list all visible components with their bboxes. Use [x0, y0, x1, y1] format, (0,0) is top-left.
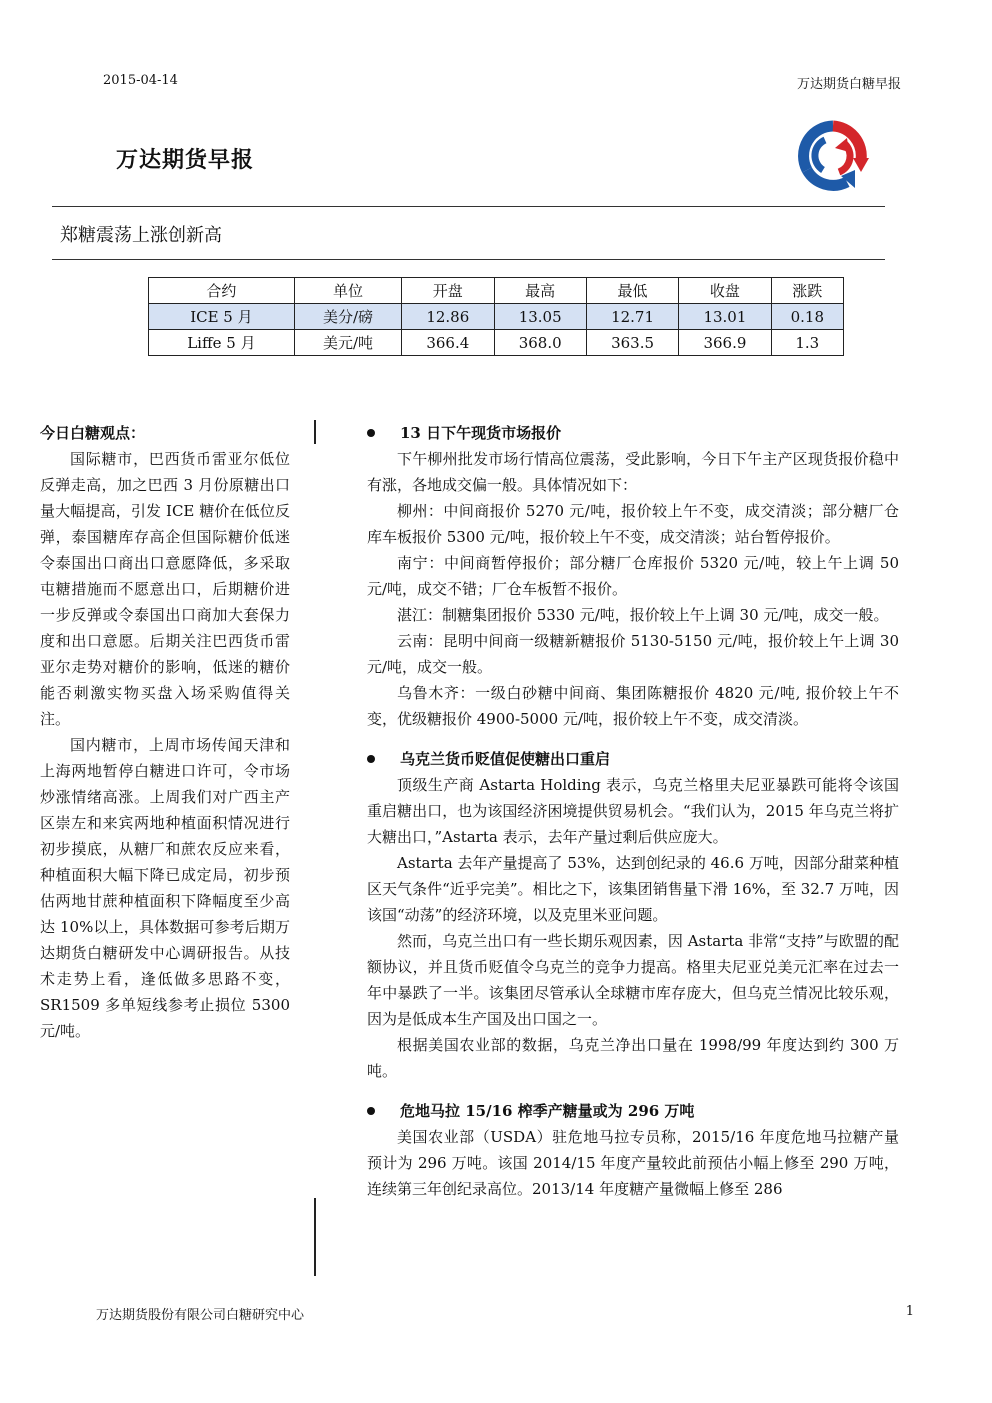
header-report-name: 万达期货白糖早报 — [796, 77, 901, 92]
left-paragraph: 国际糖市，巴西货币雷亚尔低位反弹走高，加之巴西 3 月份原糖出口量大幅提高，引发 ICE 糖价在低位反弹，泰国糖库存高企但国际糖价低迷令泰国出口商出口意愿降低，多采取屯糖措施而不愿意出口，后期糖价进一步反弹或令泰国出口商加大套保力度和出口意愿。后期关注巴西货币雷亚尔走势对糖价的影响，低迷的糖价能否刺激实物买盘入场采购值得关注。 — [40, 450, 290, 728]
left-paragraph: 国内糖市，上周市场传闻天津和上海两地暂停白糖进口许可，令市场炒涨情绪高涨。上周我们对广西主产区崇左和来宾两地种植面积情况进行初步摸底，从糖厂和蔗农反应来看，种植面积大幅下降已成定局，初步预估两地甘蔗种植面积下降幅度至少高达 10%以上，具体数据可参考后期万达期货白糖研发中心调研报告。从技术走势上看，逢低做多思路不变，SR1509 多单短线参考止损位 5300 元/吨。 — [40, 736, 290, 1040]
table-cell: 366.4 — [402, 330, 494, 356]
table-cell: 1.3 — [771, 330, 843, 356]
headline: 郑糖震荡上涨创新高 — [60, 225, 222, 246]
column-divider-top — [314, 420, 316, 444]
section-paragraph: 美国农业部（USDA）驻危地马拉专员称，2015/16 年度危地马拉糖产量预计为 296 万吨。该国 2014/15 年度产量较此前预估小幅上修至 290 万吨，连续第三年创纪录高位。2013/14 年度糖产量微幅上修至 286 — [367, 1128, 899, 1198]
table-cell: 美分/磅 — [294, 304, 401, 330]
section-paragraph: 南宁：中间商暂停报价；部分糖厂仓库报价 5320 元/吨，较上午上调 50 元/吨，成交不错；厂仓车板暂不报价。 — [367, 554, 899, 598]
table-cell: ICE 5 月 — [149, 304, 295, 330]
table-cell: 368.0 — [494, 330, 586, 356]
section-heading — [367, 746, 899, 772]
table-cell: 13.01 — [679, 304, 771, 330]
table-cell: 0.18 — [771, 304, 843, 330]
quote-table — [148, 277, 844, 356]
page-number: 1 — [905, 1304, 914, 1319]
table-cell: 363.5 — [586, 330, 678, 356]
wanda-futures-logo-icon — [795, 118, 871, 194]
header-date: 2015-04-14 — [103, 73, 178, 88]
table-header-cell: 收盘 — [679, 278, 771, 304]
section-paragraph: 云南：昆明中间商一级糖新糖报价 5130-5150 元/吨，报价较上午上调 30 元/吨，成交一般。 — [367, 632, 899, 676]
news-section — [367, 1098, 899, 1202]
news-section — [367, 420, 899, 732]
table-row — [149, 304, 844, 330]
divider-top — [52, 206, 885, 207]
table-header-cell: 最高 — [494, 278, 586, 304]
table-cell: 12.86 — [402, 304, 494, 330]
table-row — [149, 330, 844, 356]
table-cell: 12.71 — [586, 304, 678, 330]
section-title: 危地马拉 15/16 榨季产糖量或为 296 万吨 — [400, 1102, 695, 1120]
section-paragraph: 顶级生产商 Astarta Holding 表示，乌克兰格里夫尼亚暴跌可能将令该国重启糖出口，也为该国经济困境提供贸易机会。“我们认为，2015 年乌克兰将扩大糖出口，”Astarta 表示，去年产量过剩后供应庞大。 — [367, 776, 899, 846]
section-paragraph: 乌鲁木齐：一级白砂糖中间商、集团陈糖报价 4820 元/吨, 报价较上午不变，优级糖报价 4900-5000 元/吨，报价较上午不变，成交清淡。 — [367, 684, 899, 728]
table-header-cell: 合约 — [149, 278, 295, 304]
section-paragraph: 下午柳州批发市场行情高位震荡，受此影响，今日下午主产区现货报价稳中有涨，各地成交偏一般。具体情况如下： — [367, 450, 899, 494]
table-header-cell: 单位 — [294, 278, 401, 304]
table-header-cell: 最低 — [586, 278, 678, 304]
left-column — [40, 420, 290, 1044]
table-cell: Liffe 5 月 — [149, 330, 295, 356]
table-header-row — [149, 278, 844, 304]
bullet-icon — [367, 429, 375, 437]
table-header-cell: 涨跌 — [771, 278, 843, 304]
footer-company: 万达期货股份有限公司白糖研究中心 — [96, 1308, 305, 1323]
bullet-icon — [367, 755, 375, 763]
section-title: 13 日下午现货市场报价 — [400, 424, 562, 442]
bullet-icon — [367, 1107, 375, 1115]
table-cell: 美元/吨 — [294, 330, 401, 356]
section-paragraph: 然而，乌克兰出口有一些长期乐观因素，因 Astarta 非常“支持”与欧盟的配额协议，并且货币贬值令乌克兰的竞争力提高。格里夫尼亚兑美元汇率在过去一年中暴跌了一半。该集团尽管承认全球糖市库存庞大，但乌克兰情况比较乐观，因为是低成本生产国及出口国之一。 — [367, 932, 899, 1028]
section-heading — [367, 1098, 899, 1124]
right-column — [367, 420, 899, 1216]
table-cell: 13.05 — [494, 304, 586, 330]
section-paragraph: 湛江：制糖集团报价 5330 元/吨，报价较上午上调 30 元/吨，成交一般。 — [397, 606, 889, 624]
table-header-cell: 开盘 — [402, 278, 494, 304]
section-paragraph: 根据美国农业部的数据，乌克兰净出口量在 1998/99 年度达到约 300 万吨。 — [367, 1036, 899, 1080]
section-heading — [367, 420, 899, 446]
left-heading: 今日白糖观点： — [40, 424, 146, 442]
column-divider-bottom — [314, 1198, 316, 1276]
news-section — [367, 746, 899, 1084]
section-paragraph: Astarta 去年产量提高了 53%，达到创纪录的 46.6 万吨，因部分甜菜种植区天气条件“近乎完美”。相比之下，该集团销售量下滑 16%，至 32.7 万吨，因该国“动荡”的经济环境，以及克里米亚问题。 — [367, 854, 899, 924]
section-paragraph: 柳州：中间商报价 5270 元/吨，报价较上午不变，成交清淡；部分糖厂仓库车板报价 5300 元/吨，报价较上午不变，成交清淡；站台暂停报价。 — [367, 502, 899, 546]
page-title: 万达期货早报 — [116, 148, 255, 173]
section-title: 乌克兰货币贬值促使糖出口重启 — [400, 750, 611, 768]
table-cell: 366.9 — [679, 330, 771, 356]
divider-bottom — [52, 259, 885, 260]
